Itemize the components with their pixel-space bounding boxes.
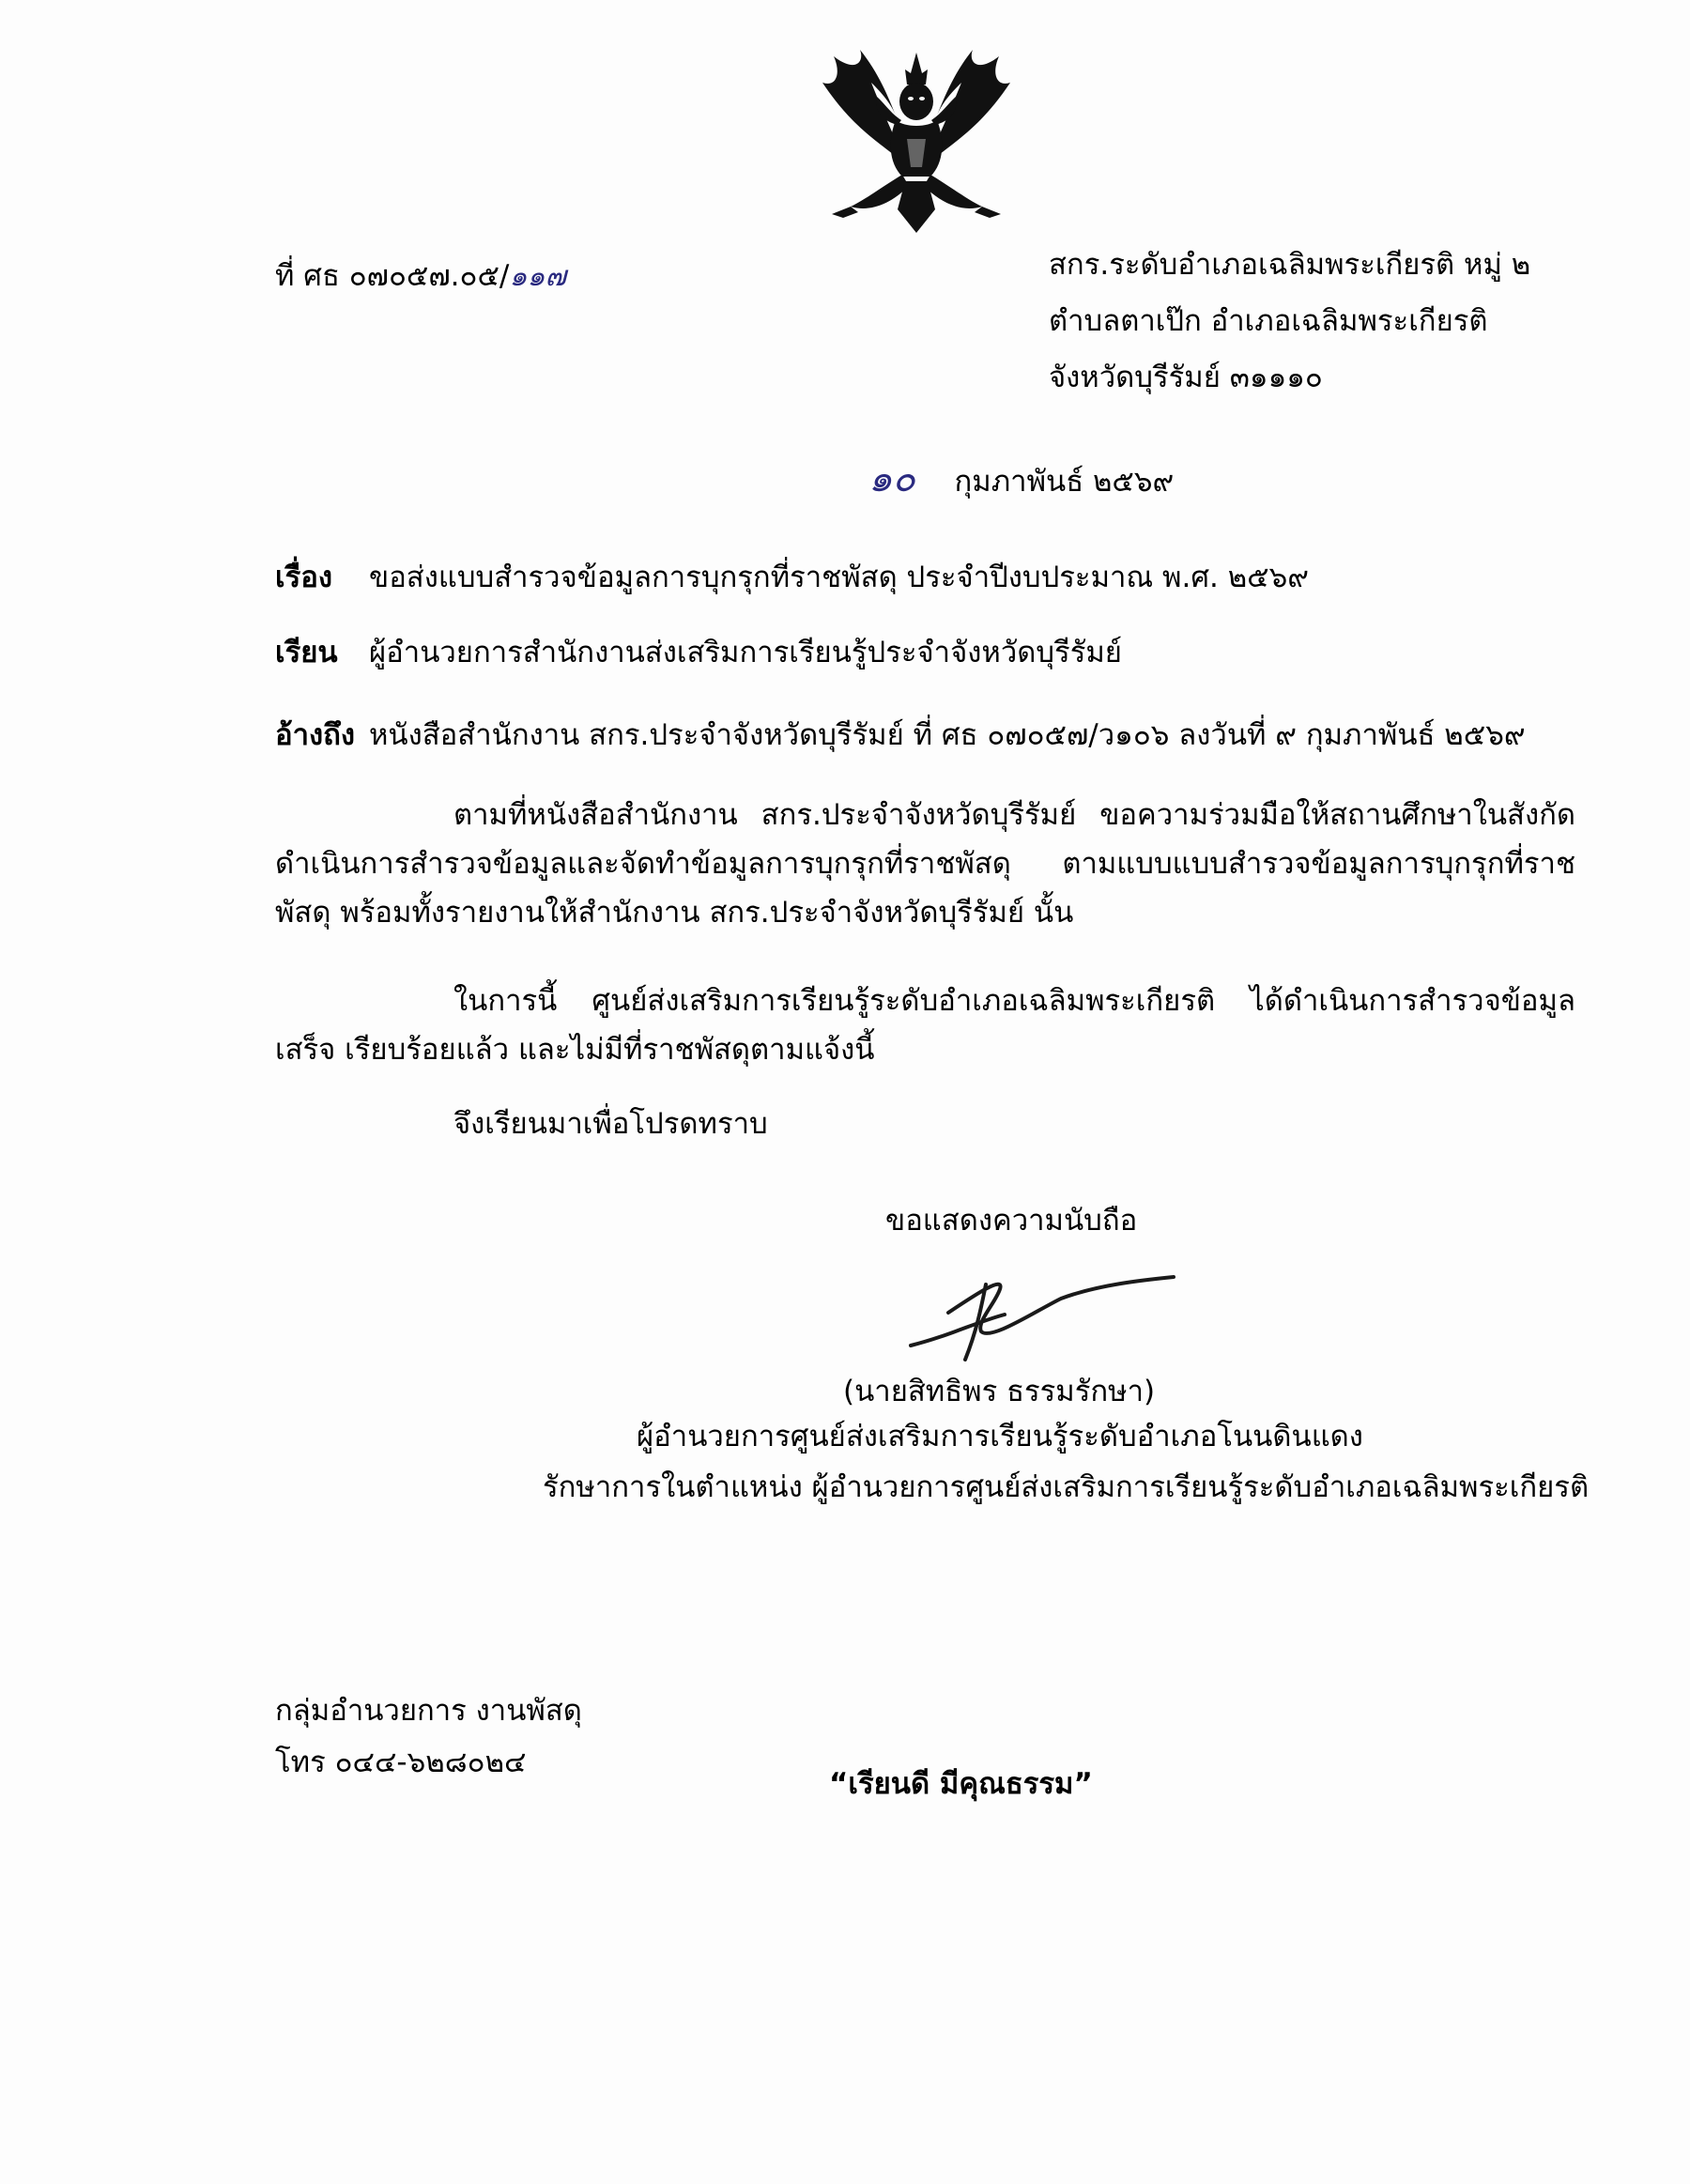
body-paragraph-1-text: ตามที่หนังสือสำนักงาน สกร.ประจำจังหวัดบุรีรัมย์ ขอความร่วมมือให้สถานศึกษาในสังกัด ดำเนินการสำรวจข้อมูลและจัดทำข้อมูลการบุกรุกที่ราชพัสดุ ตามแบบแบบสำรวจข้อมูลการบุกรุกที่ราชพัสดุ พร้อมทั้งรายงานให้สำนักงาน สกร.ประจำจังหวัดบุรีรัมย์ นั้น xyxy=(275,798,1575,930)
footer-motto: “เรียนดี มีคุณธรรม” xyxy=(829,1767,1093,1801)
signatory-position-1: ผู้อำนวยการศูนย์ส่งเสริมการเรียนรู้ระดับอำเภอโนนดินแดง xyxy=(637,1420,1363,1453)
date-day-handwritten: ๑๐ xyxy=(868,457,915,500)
subject-text: ขอส่งแบบสำรวจข้อมูลการบุกรุกที่ราชพัสดุ ประจำปีงบประมาณ พ.ศ. ๒๕๖๙ xyxy=(369,561,1309,594)
recipient-line xyxy=(275,634,1122,671)
recipient-text: ผู้อำนวยการสำนักงานส่งเสริมการเรียนรู้ประจำจังหวัดบุรีรัมย์ xyxy=(369,636,1122,669)
handwritten-signature xyxy=(892,1256,1183,1369)
closing-request: จึงเรียนมาเพื่อโปรดทราบ xyxy=(453,1107,768,1141)
garuda-emblem-icon xyxy=(785,45,1048,256)
signatory-position-2: รักษาการในตำแหน่ง ผู้อำนวยการศูนย์ส่งเสริมการเรียนรู้ระดับอำเภอเฉลิมพระเกียรติ xyxy=(543,1470,1590,1504)
sender-address-line-3: จังหวัดบุรีรัมย์ ๓๑๑๑๐ xyxy=(1049,361,1323,394)
sender-address-line-2: ตำบลตาเป๊ก อำเภอเฉลิมพระเกียรติ xyxy=(1049,304,1488,338)
subject-line xyxy=(275,559,1309,596)
signatory-name: (นายสิทธิพร ธรรมรักษา) xyxy=(843,1375,1156,1408)
body-paragraph-2 xyxy=(275,977,1575,1084)
reference-number xyxy=(275,257,566,296)
letter-date xyxy=(868,457,1175,500)
sender-address-line-1: สกร.ระดับอำเภอเฉลิมพระเกียรติ หมู่ ๒ xyxy=(1049,248,1531,282)
footer-phone: โทร ๐๔๔-๖๒๘๐๒๔ xyxy=(275,1746,527,1779)
body-paragraph-1 xyxy=(275,791,1575,950)
reference-line xyxy=(275,716,1526,754)
body-paragraph-2-text: ในการนี้ ศูนย์ส่งเสริมการเรียนรู้ระดับอำเภอเฉลิมพระเกียรติ ได้ดำเนินการสำรวจข้อมูลเสร็จ เรียบร้อยแล้ว และไม่มีที่ราชพัสดุตามแจ้งนี้ xyxy=(275,984,1575,1067)
reference-label: อ้างถึง xyxy=(275,718,356,752)
reference-number-handwritten: ๑๑๗ xyxy=(509,260,567,293)
reference-text: หนังสือสำนักงาน สกร.ประจำจังหวัดบุรีรัมย์ ที่ ศธ ๐๗๐๕๗/ว๑๐๖ ลงวันที่ ๙ กุมภาพันธ์ ๒๕๖๙ xyxy=(369,718,1526,752)
subject-label: เรื่อง xyxy=(275,561,333,594)
recipient-label: เรียน xyxy=(275,636,338,669)
footer-department: กลุ่มอำนวยการ งานพัสดุ xyxy=(275,1694,582,1728)
reference-number-prefix: ที่ ศธ ๐๗๐๕๗.๐๕/ xyxy=(275,259,510,293)
date-month-year: กุมภาพันธ์ ๒๕๖๙ xyxy=(954,465,1175,499)
closing-salutation: ขอแสดงความนับถือ xyxy=(885,1204,1138,1238)
